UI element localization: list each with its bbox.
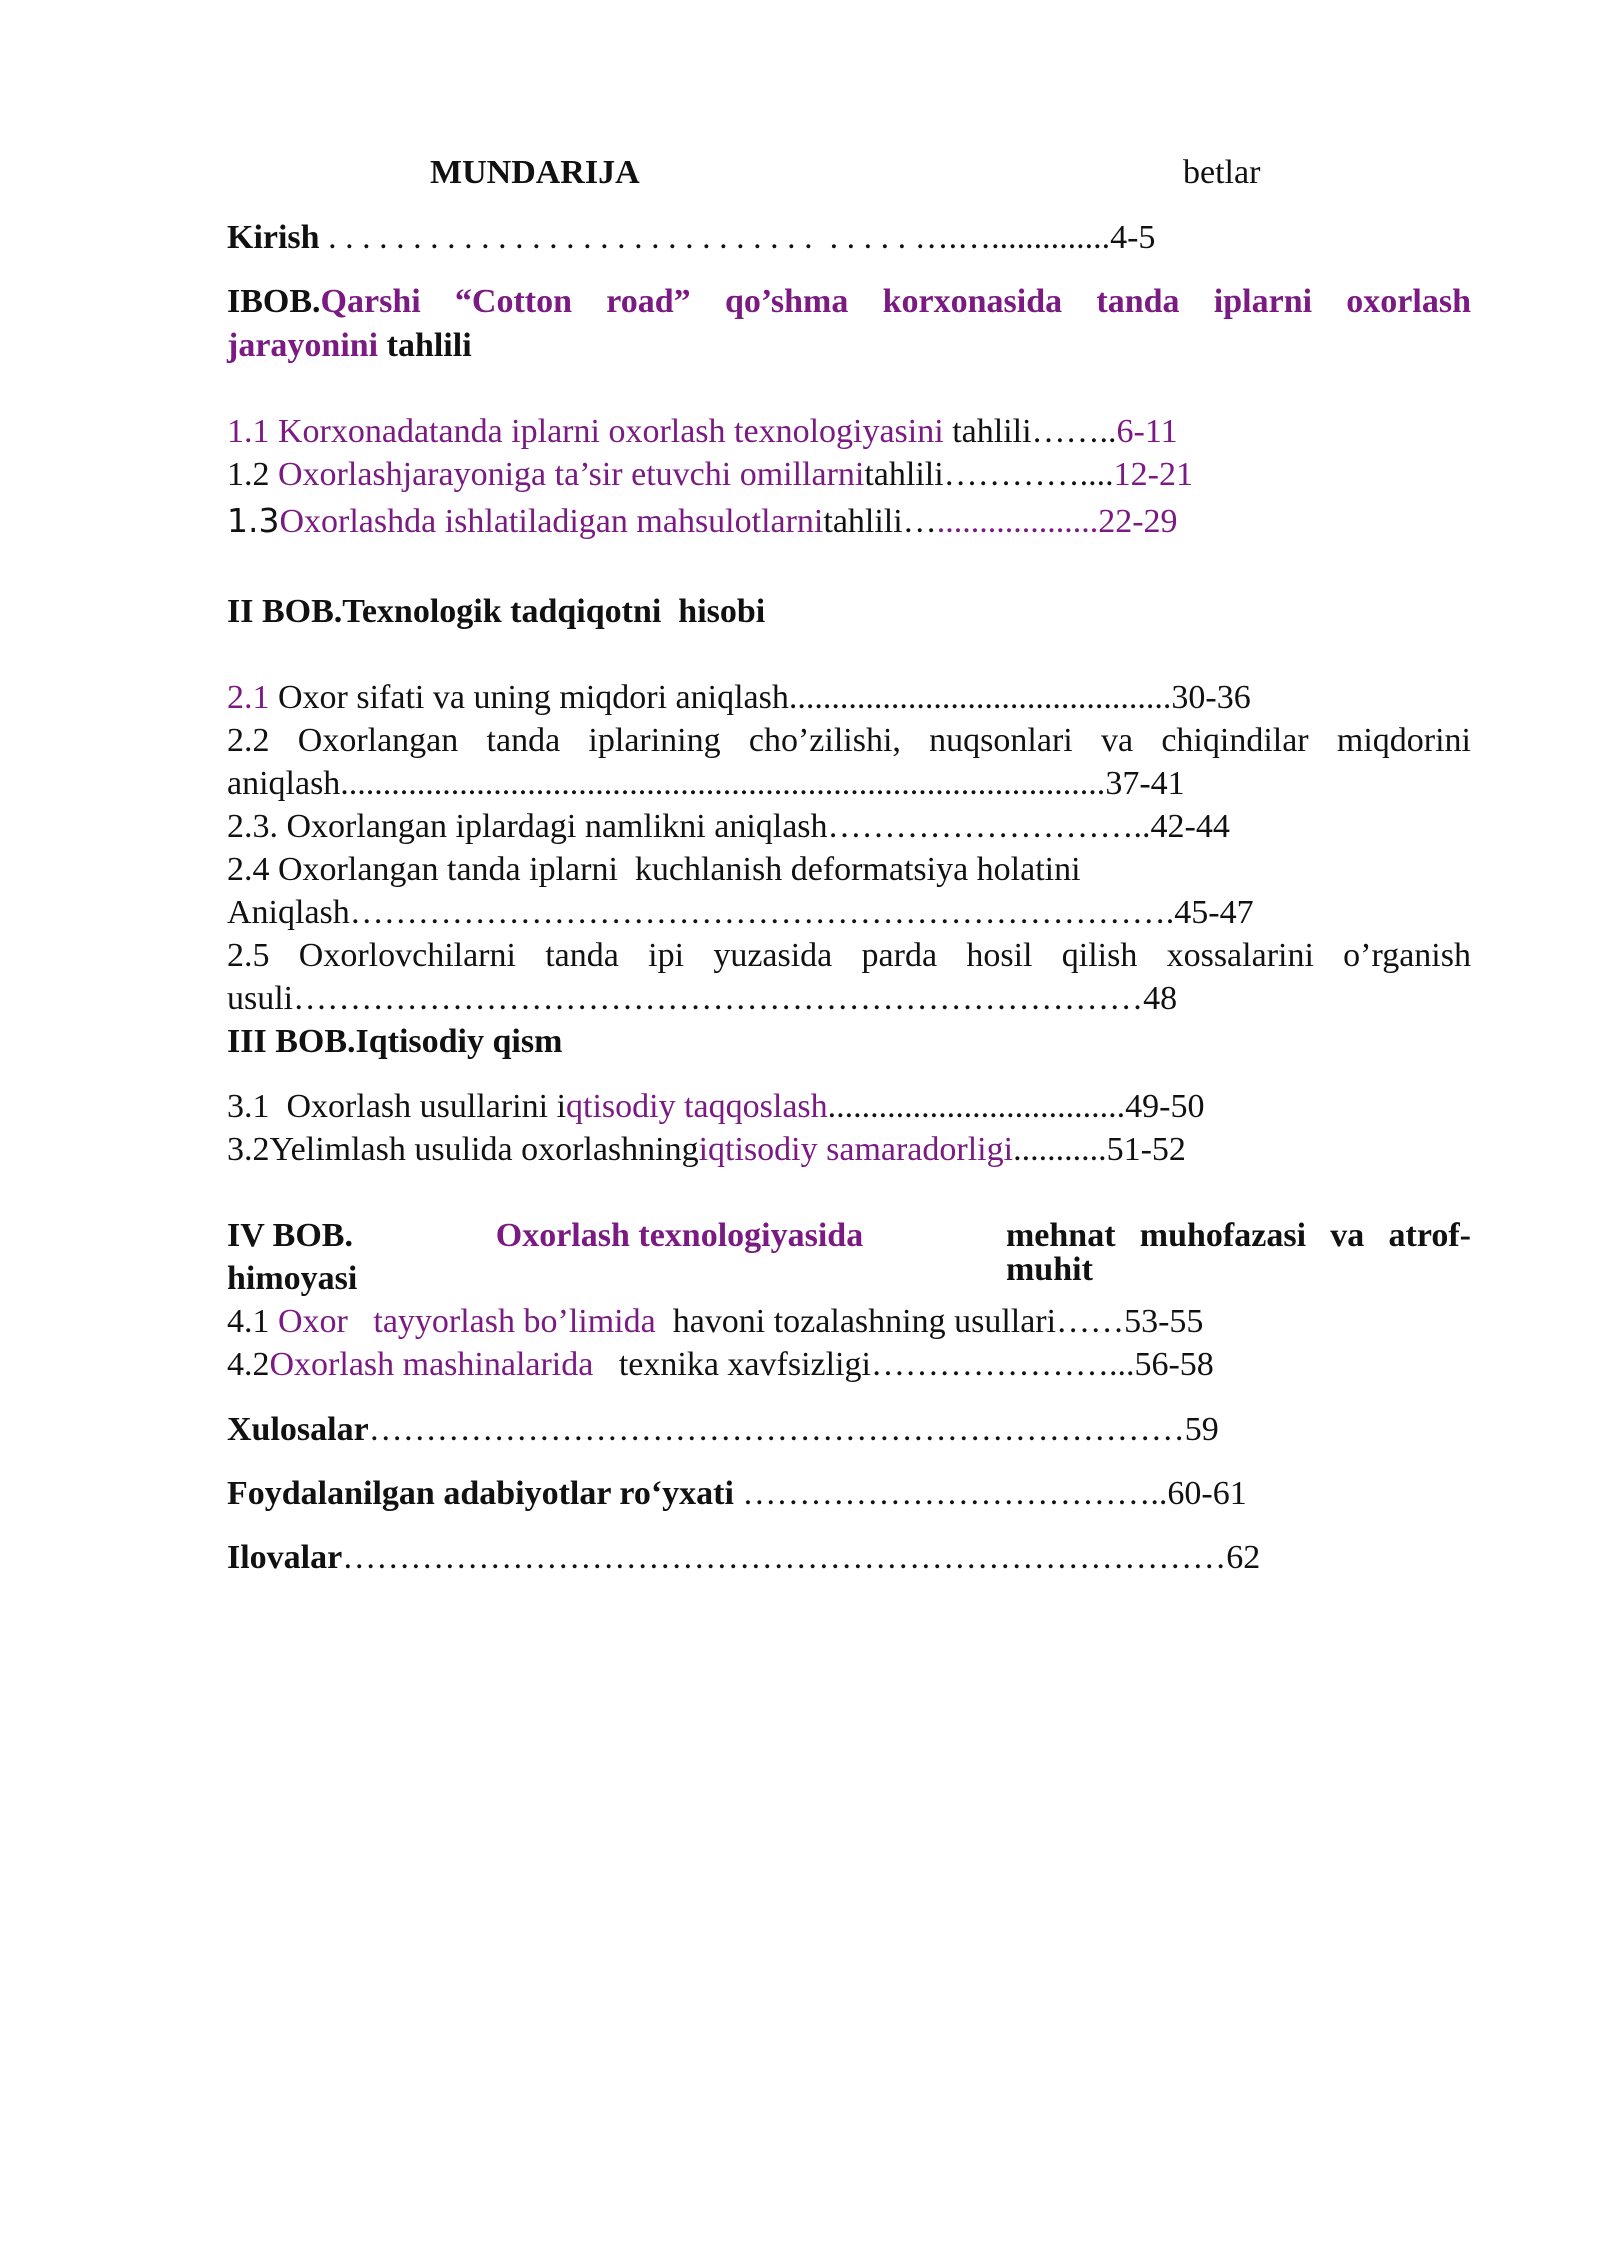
toc-entry-2-2: 2.2 Oxorlangan tanda iplarining cho’zilishi, nuqsonlari va chiqindilar miqdorini — [227, 722, 1471, 759]
chapter-4-title: IV BOB. Oxorlash texnologiyasida mehnat muhofazasi va atrof-muhit — [227, 1217, 1471, 1288]
toc-entry-2-4-line2: Aniqlash……………………………………………………………….45-47 — [227, 894, 1254, 931]
toc-entry-conclusions: Xulosalar………………………………………………………………59 — [227, 1411, 1219, 1448]
page-range: 45-47 — [1174, 894, 1254, 931]
page-range: 60-61 — [1167, 1475, 1247, 1512]
page-range: 62 — [1226, 1539, 1261, 1576]
chapter-1-title: IBOB.Qarshi “Cotton road” qo’shma korxonasida tanda iplarni oxorlash — [227, 283, 1471, 320]
toc-entry-references: Foydalanilgan adabiyotlar ro‘yxati ………………………………..60-61 — [227, 1475, 1247, 1512]
page-range: 37-41 — [1105, 765, 1185, 802]
toc-entry-2-1: 2.1 Oxor sifati va uning miqdori aniqlash.............................................30-36 — [227, 679, 1251, 716]
page-range: 53-55 — [1124, 1303, 1204, 1340]
toc-entry-1-1: 1.1 Korxonadatanda iplarni oxorlash texnologiyasini tahlili……..6-11 — [227, 413, 1178, 450]
entry-label: Kirish — [227, 219, 320, 256]
toc-entry-intro — [227, 221, 1155, 255]
chapter-4-title-line2: himoyasi — [227, 1260, 358, 1297]
chapter-2-title: II BOB.Texnologik tadqiqotni hisobi — [227, 593, 766, 630]
toc-entry-1-2: 1.2 Oxorlashjarayoniga ta’sir etuvchi omillarnitahlili…………....12-21 — [227, 456, 1193, 493]
toc-entry-appendix: Ilovalar……………………………………………………………………62 — [227, 1539, 1261, 1576]
page-range: 59 — [1184, 1411, 1219, 1448]
page-range: 49-50 — [1125, 1088, 1205, 1125]
page-range: 6-11 — [1116, 413, 1178, 450]
toc-entry-4-1: 4.1 Oxor tayyorlash bo’limida havoni tozalashning usullari……53-55 — [227, 1303, 1204, 1340]
toc-entry-2-2-line2: aniqlash..........................................................................................37-41 — [227, 765, 1185, 802]
toc-entry-3-1: 3.1 Oxorlash usullarini iqtisodiy taqqoslash...................................49-50 — [227, 1088, 1205, 1125]
page-range: 12-21 — [1113, 456, 1193, 493]
toc-entry-2-5-line2: usuli…………………………………………………………………48 — [227, 980, 1178, 1017]
page-range: ...................22-29 — [936, 503, 1178, 540]
page-range: 48 — [1143, 980, 1178, 1017]
page-range: 30-36 — [1171, 679, 1251, 716]
dot-leader: . . . . . . . . . . . . . . . . . . . . . . . . . . . . . . . . . . ….….............. — [319, 219, 1111, 256]
page-range: 56-58 — [1134, 1346, 1214, 1383]
page-range: 4-5 — [1110, 219, 1156, 256]
page-range: 51-52 — [1106, 1131, 1186, 1168]
pages-column-label: betlar — [1183, 154, 1261, 191]
toc-entry-2-3: 2.3. Oxorlangan iplardagi namlikni aniqlash………………………..42-44 — [227, 808, 1230, 845]
toc-entry-1-3: 1.3Oxorlashda ishlatiladigan mahsulotlarnitahlili…...................22-29 — [227, 501, 1178, 540]
toc-entry-4-2: 4.2Oxorlash mashinalarida texnika xavfsizligi…………………...56-58 — [227, 1346, 1214, 1383]
toc-title: MUNDARIJA — [430, 154, 640, 191]
chapter-1-title-line2: jarayonini tahlili — [227, 327, 472, 364]
toc-entry-3-2: 3.2Yelimlash usulida oxorlashningiqtisodiy samaradorligi...........51-52 — [227, 1131, 1186, 1168]
toc-entry-2-5: 2.5 Oxorlovchilarni tanda ipi yuzasida parda hosil qilish xossalarini o’rganish — [227, 937, 1471, 974]
chapter-3-title: III BOB.Iqtisodiy qism — [227, 1023, 563, 1060]
toc-entry-2-4: 2.4 Oxorlangan tanda iplarni kuchlanish deformatsiya holatini — [227, 851, 1081, 888]
page-range: 42-44 — [1150, 808, 1230, 845]
